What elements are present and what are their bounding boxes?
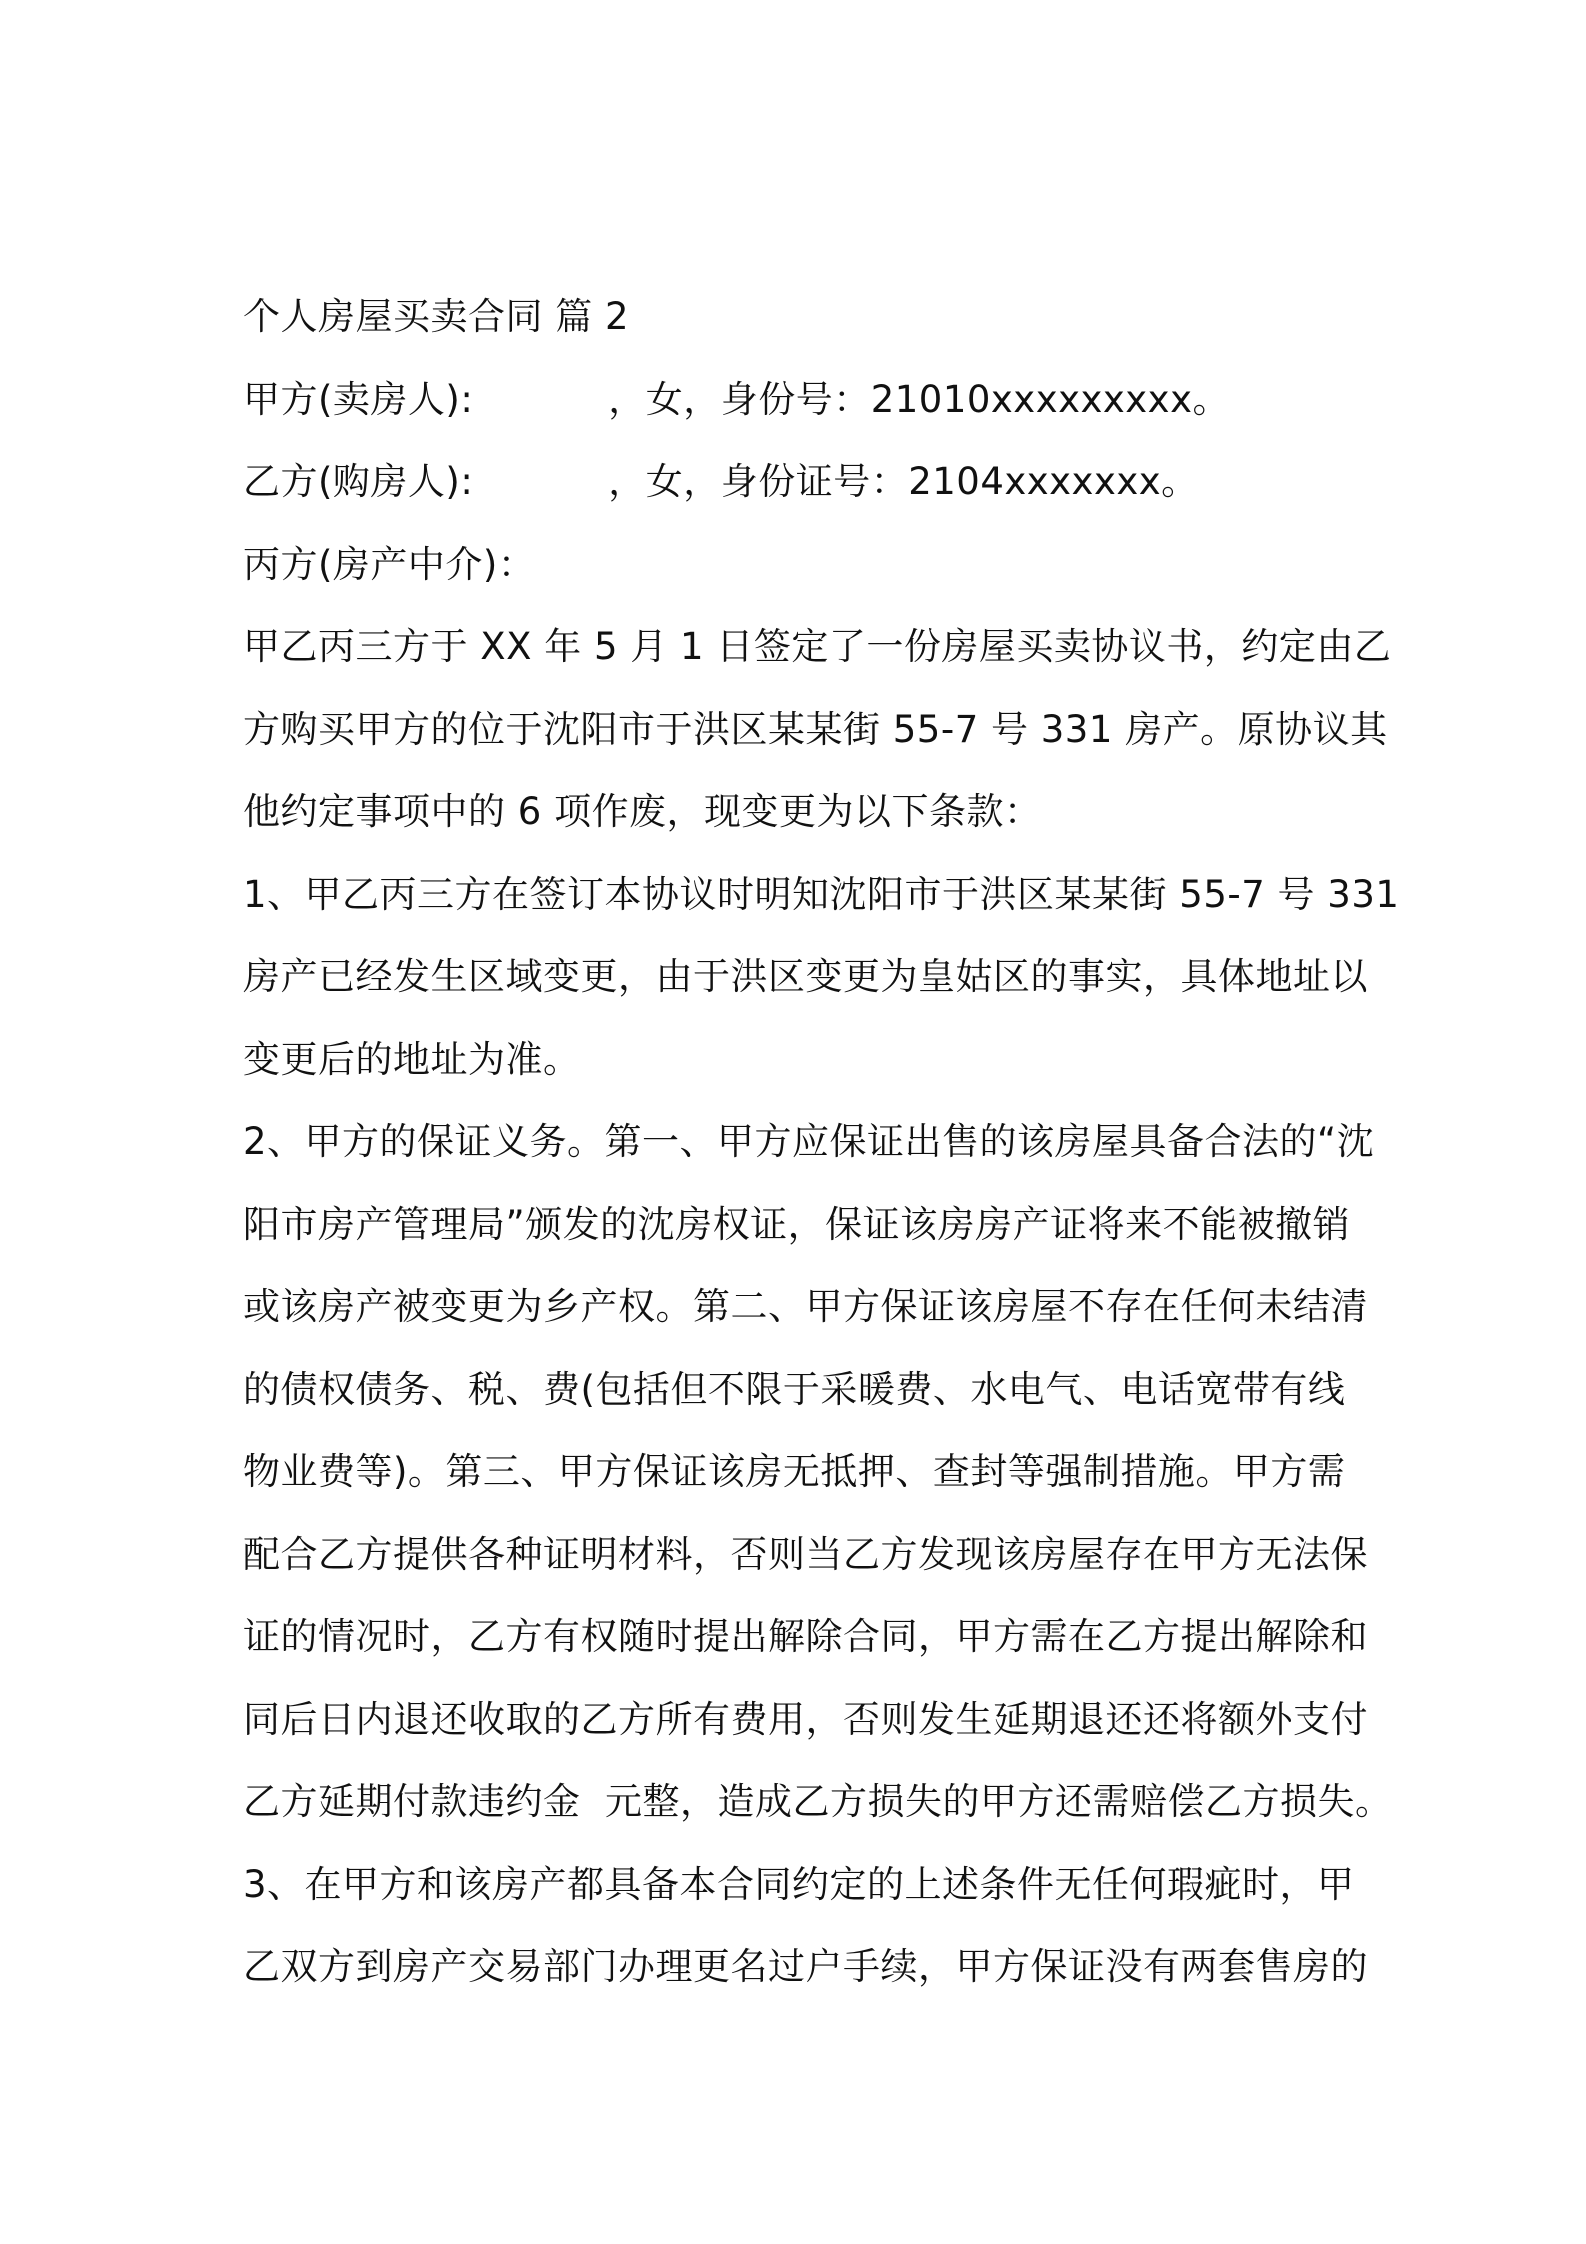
clause-2-line: 或该房产被变更为乡产权。第二、甲方保证该房屋不存在任何未结清 bbox=[243, 1285, 1368, 1328]
clause-2-line: 证的情况时，乙方有权随时提出解除合同，甲方需在乙方提出解除和 bbox=[243, 1615, 1368, 1658]
clause-2-line: 同后日内退还收取的乙方所有费用，否则发生延期退还还将额外支付 bbox=[243, 1697, 1368, 1741]
clause-2-line: 2、甲方的保证义务。第一、甲方应保证出售的该房屋具备合法的“沈 bbox=[243, 1120, 1375, 1163]
clause-2-line: 阳市房产管理局”颁发的沈房权证，保证该房房产证将来不能被撤销 bbox=[243, 1202, 1351, 1246]
clause-3-line: 3、在甲方和该房产都具备本合同约定的上述条件无任何瑕疵时，甲 bbox=[243, 1862, 1355, 1906]
intro-line: 甲乙丙三方于 XX 年 5 月 1 日签定了一份房屋买卖协议书，约定由乙 bbox=[243, 625, 1392, 668]
party-b-line: 乙方(购房人): ，女，身份证号：2104xxxxxxx。 bbox=[243, 460, 1199, 503]
intro-line: 他约定事项中的 6 项作废，现变更为以下条款： bbox=[243, 790, 1042, 833]
document-body bbox=[243, 276, 1400, 2009]
intro-line: 方购买甲方的位于沈阳市于洪区某某街 55-7 号 331 房产。原协议其 bbox=[243, 707, 1388, 751]
clause-1-line: 变更后的地址为准。 bbox=[243, 1037, 581, 1081]
document-title: 个人房屋买卖合同 篇 2 bbox=[243, 295, 630, 338]
clause-2-line: 乙方延期付款违约金 元整，造成乙方损失的甲方还需赔偿乙方损失。 bbox=[243, 1780, 1393, 1823]
clause-2-line: 的债权债务、税、费(包括但不限于采暖费、水电气、电话宽带有线 bbox=[243, 1367, 1346, 1411]
party-c-line: 丙方(房产中介)： bbox=[243, 542, 536, 586]
clause-2-line: 配合乙方提供各种证明材料，否则当乙方发现该房屋存在甲方无法保 bbox=[243, 1532, 1368, 1576]
party-a-line: 甲方(卖房人): ，女，身份号：21010xxxxxxxxx。 bbox=[243, 377, 1230, 421]
clause-2-line: 物业费等)。第三、甲方保证该房无抵押、查封等强制措施。甲方需 bbox=[243, 1450, 1346, 1493]
clause-3-line: 乙双方到房产交易部门办理更名过户手续，甲方保证没有两套售房的 bbox=[243, 1945, 1368, 1988]
clause-1-line: 1、甲乙丙三方在签订本协议时明知沈阳市于洪区某某街 55-7 号 331 bbox=[243, 872, 1400, 916]
clause-1-line: 房产已经发生区域变更，由于洪区变更为皇姑区的事实，具体地址以 bbox=[243, 955, 1368, 998]
